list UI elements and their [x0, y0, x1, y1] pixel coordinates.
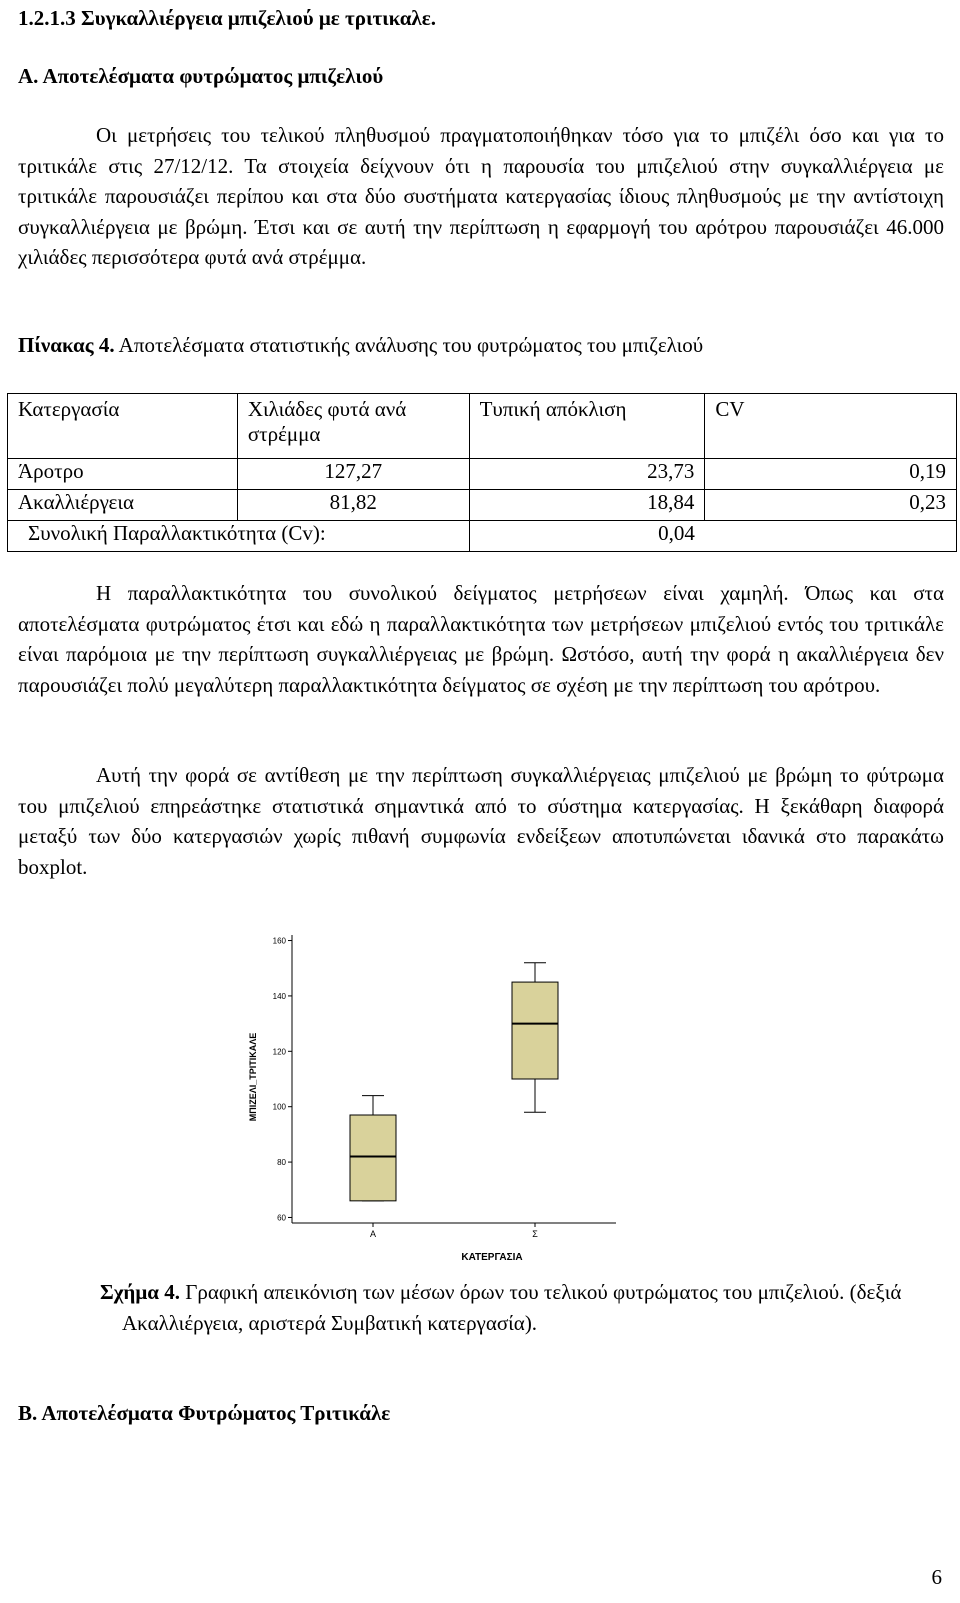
figure-caption [100, 1277, 952, 1339]
table-header-row [8, 394, 957, 459]
table-header-cell: Τυπική απόκλιση [469, 394, 705, 459]
table-cell: 0,19 [705, 459, 957, 490]
y-tick-label: 60 [277, 1213, 286, 1223]
table-caption-label: Πίνακας 4. [18, 333, 115, 357]
boxplot-box [350, 1115, 396, 1201]
table-empty-cell [705, 521, 957, 552]
x-tick-label: Α [369, 1229, 377, 1239]
figure-caption-label: Σχήμα 4. [100, 1280, 180, 1304]
x-tick-label: Σ [532, 1229, 538, 1239]
boxplot-chart [238, 935, 618, 1265]
table-cell: 127,27 [237, 459, 469, 490]
paragraph-intro: Οι μετρήσεις του τελικού πληθυσμού πραγματοποιήθηκαν τόσο για το μπιζέλι όσο και για το τριτικάλε στις 27/12/12. Τα στοιχεία δείχνουν ότι η παρουσία του μπιζελιού στην συγκαλλιέργεια με τριτικάλε παρουσιάζει περίπου και στα δύο συστήματα κατεργασίας ίδιους πληθυσμούς με την αντίστοιχη συγκαλλιέργεια με βρώμη. Έτσι και σε αυτή την περίπτωση η εφαρμογή του αρότρου παρουσιάζει 46.000 χιλιάδες περισσότερα φυτά ανά στρέμμα. [18, 123, 944, 269]
table-cell: 0,23 [705, 490, 957, 521]
subsection-heading-a: Α. Αποτελέσματα φυτρώματος μπιζελιού [18, 64, 384, 88]
table-cell: 18,84 [469, 490, 705, 521]
table-cell: 81,82 [237, 490, 469, 521]
table-total-row [8, 521, 957, 552]
y-tick-label: 140 [272, 991, 286, 1001]
page-number: 6 [931, 1565, 942, 1589]
y-axis-label: ΜΠΙΖΕΛΙ_ΤΡΙΤΙΚΑΛΕ [248, 1032, 258, 1122]
section-heading: 1.2.1.3 Συγκαλλιέργεια μπιζελιού με τριτικαλε. [18, 6, 436, 30]
subsection-heading-b: Β. Αποτελέσματα Φυτρώματος Τριτικάλε [18, 1401, 391, 1425]
paragraph-variability: Η παραλλακτικότητα του συνολικού δείγματος μετρήσεων είναι χαμηλή. Όπως και στα αποτελέσματα φυτρώματος έτσι και εδώ η παραλλακτικότητα των μετρήσεων μπιζελιού εντός του τριτικάλε είναι παρόμοια με την περίπτωση συγκαλλιέργειας με βρώμη. Ωστόσο, αυτή την φορά η ακαλλιέργεια δεν παρουσιάζει πολύ μεγαλύτερη παραλλακτικότητα δείγματος σε σχέση με την περίπτωση του αρότρου. [18, 581, 944, 697]
figure-caption-text: Γραφική απεικόνιση των μέσων όρων του τελικού φυτρώματος του μπιζελιού. (δεξιά Ακαλλιέργεια, αριστερά Συμβατική κατεργασία). [122, 1280, 902, 1335]
table-cell: Άροτρο [8, 459, 238, 490]
table-caption-text: Αποτελέσματα στατιστικής ανάλυσης του φυτρώματος του μπιζελιού [114, 333, 704, 357]
table-row [8, 459, 957, 490]
table-caption [18, 333, 703, 358]
table-total-value: 0,04 [469, 521, 705, 552]
x-axis-label: ΚΑΤΕΡΓΑΣΙΑ [461, 1252, 523, 1263]
boxplot-box [512, 982, 558, 1079]
table-total-label: Συνολική Παραλλακτικότητα (Cv): [8, 521, 470, 552]
table-header-cell: CV [705, 394, 957, 459]
y-tick-label: 120 [272, 1047, 286, 1057]
y-tick-label: 100 [272, 1102, 286, 1112]
table-cell: Ακαλλιέργεια [8, 490, 238, 521]
table-header-cell: Κατεργασία [8, 394, 238, 459]
results-table [7, 393, 957, 552]
y-tick-label: 80 [277, 1158, 286, 1168]
table-row [8, 490, 957, 521]
table-cell: 23,73 [469, 459, 705, 490]
y-tick-label: 160 [272, 936, 286, 946]
paragraph-boxplot-intro: Αυτή την φορά σε αντίθεση με την περίπτωση συγκαλλιέργειας μπιζελιού με βρώμη το φύτρωμα του μπιζελιού επηρεάστηκε στατιστικά σημαντικά από το σύστημα κατεργασίας. Η ξεκάθαρη διαφορά μεταξύ των δύο κατεργασιών χωρίς πιθανή συμφωνία ενδείξεων αποτυπώνεται ιδανικά στο παρακάτω boxplot. [18, 763, 944, 879]
table-header-cell: Χιλιάδες φυτά ανά στρέμμα [237, 394, 469, 459]
